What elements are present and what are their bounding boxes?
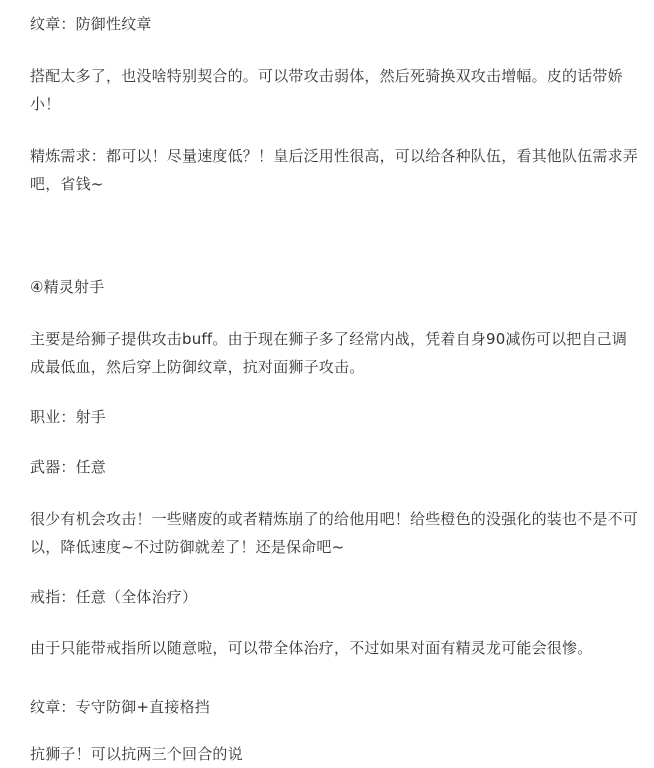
paragraph-emblem-defensive: 纹章：防御性纹章 [30, 15, 152, 33]
paragraph-archer-role: 主要是给狮子提供攻击buff。由于现在狮子多了经常内战，凭着自身90减伤可以把自己调成最低血，然后穿上防御纹章，抗对面狮子攻击。 [30, 330, 628, 376]
paragraph-emblem-guard: 纹章：专守防御+直接格挡 [30, 698, 210, 716]
paragraph-ring-notes: 由于只能带戒指所以随意啦，可以带全体治疗，不过如果对面有精灵龙可能会很惨。 [30, 639, 593, 657]
paragraph-refine-needs: 精炼需求：都可以！尽量速度低？！皇后泛用性很高，可以给各种队伍，看其他队伍需求弄吧，省钱~ [30, 147, 639, 193]
section-heading-elf-archer: ④精灵射手 [30, 278, 105, 296]
paragraph-combo-notes: 搭配太多了，也没啥特别契合的。可以带攻击弱体，然后死骑换双攻击增幅。皮的话带娇小！ [30, 67, 623, 113]
paragraph-class: 职业：射手 [30, 408, 107, 426]
paragraph-weapon-notes: 很少有机会攻击！一些赌废的或者精炼崩了的给他用吧！给些橙色的没强化的装也不是不可以，降低速度~不过防御就差了！还是保命吧~ [30, 510, 639, 556]
paragraph-tank-lion: 抗狮子！可以抗两三个回合的说 [30, 745, 243, 763]
paragraph-weapon: 武器：任意 [30, 458, 107, 476]
paragraph-ring: 戒指：任意（全体治疗） [30, 588, 198, 606]
